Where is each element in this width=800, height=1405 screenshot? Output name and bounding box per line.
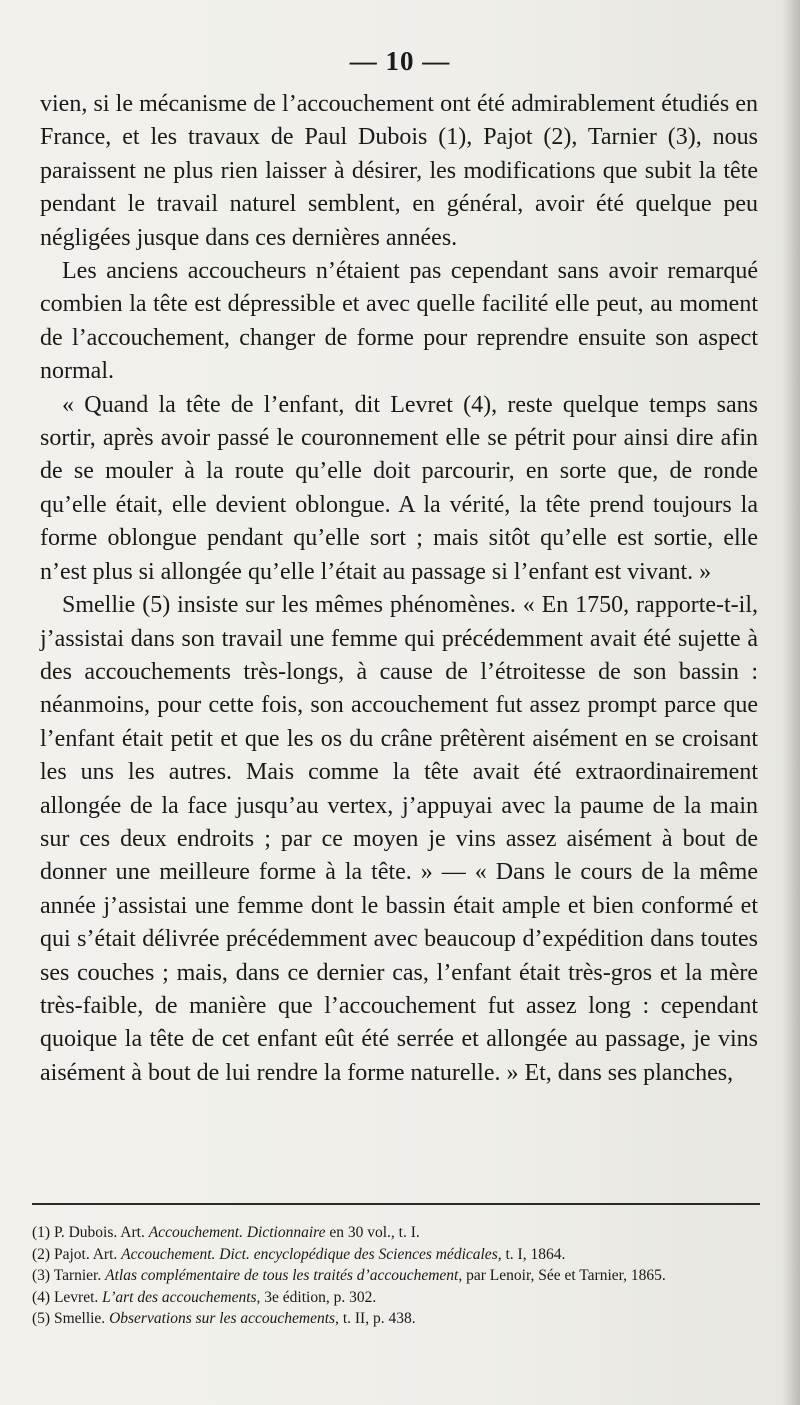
body-text [40, 88, 758, 1090]
footnote-rest: t. I, 1864. [505, 1245, 566, 1263]
page-edge-shadow [782, 0, 800, 1405]
footnote-separator [32, 1203, 760, 1205]
footnote-number: (5) [32, 1310, 51, 1327]
footnote-prefix: Art. [92, 1245, 118, 1263]
footnote-title: Observations sur les accouchements, [109, 1310, 339, 1327]
footnote-rest: par Lenoir, Sée et Tarnier, 1865. [466, 1267, 666, 1284]
footnote-title: L’art des accouchements, [102, 1288, 261, 1306]
footnote-author: Levret. [53, 1288, 99, 1306]
footnote-number: (2) [32, 1245, 51, 1263]
footnote-author: P. Dubois. [53, 1224, 118, 1241]
paragraph: vien, si le mécanisme de l’accouchement ont été admirablement étudiés en France, et les travaux de Paul Dubois (1), Pajot (2), Tarnier (3), nous paraissent ne plus rien laisser à désirer, les modifications que subit la tête pendant le travail naturel semblent, en général, avoir été quelque peu négligées jusque dans ces dernières années. [40, 91, 758, 251]
footnote-number: (1) [32, 1224, 51, 1241]
footnote-rest: en 30 vol., t. I. [329, 1224, 420, 1241]
paragraph: Smellie (5) insiste sur les mêmes phénomènes. « En 1750, rapporte-t-il, j’assistai dans son travail une femme qui précédemment avait été sujette à des accouchements très-longs, à cause de l’étroitesse de son bassin : néanmoins, pour cette fois, son accouchement fut assez prompt parce que l’enfant était petit et que les os du crâne prêtèrent aisément en se croisant les uns les autres. Mais comme la tête avait été extraordinairement allongée de la face jusqu’au vertex, j’appuyai avec la paume de la main sur ces deux endroits ; par ce moyen je vins assez aisément à bout de donner une meilleure forme à la tête. » — « Dans le cours de la même année j’assistai une femme dont le bassin était ample et bien conformé et qui s’était délivrée précédemment avec beaucoup d’expédition dans toutes ses couches ; mais, dans ce dernier cas, l’enfant était très-gros et la mère très-faible, de manière que l’accouchement fut assez long : cependant quoique la tête de cet enfant eût été serrée et allongée au passage, je vins aisément à bout de lui rendre la forme naturelle. » Et, dans ses planches, [40, 592, 758, 1086]
footnote-title: Accouchement. Dict. encyclopédique des Sciences médicales, [121, 1245, 502, 1263]
footnote-number: (3) [32, 1267, 51, 1284]
footnote-author: Smellie. [53, 1310, 106, 1327]
page-number: — 10 — [349, 46, 451, 76]
paragraph: Les anciens accoucheurs n’étaient pas cependant sans avoir remarqué combien la tête est dépressible et avec quelle facilité elle peut, au moment de l’accouchement, changer de forme pour reprendre ensuite son aspect normal. [40, 258, 758, 385]
footnote-2 [32, 1244, 760, 1266]
footnote-3 [32, 1265, 760, 1287]
footnotes [32, 1222, 760, 1330]
footnote-5 [32, 1308, 760, 1330]
footnote-number: (4) [32, 1288, 51, 1306]
footnote-1 [32, 1222, 760, 1244]
paragraph: « Quand la tête de l’enfant, dit Levret (4), reste quelque temps sans sortir, après avoir passé le couronnement elle se pétrit pour ainsi dire afin de se mouler à la route qu’elle doit parcourir, en sorte que, de ronde qu’elle était, elle devient oblongue. A la vérité, la tête prend toujours la forme oblongue pendant qu’elle sort ; mais sitôt qu’elle est sortie, elle n’est plus si allongée qu’elle l’était au passage si l’enfant est vivant. » [40, 391, 758, 585]
footnote-author: Pajot. [53, 1245, 90, 1263]
footnote-title: Atlas complémentaire de tous les traités d’accouchement, [105, 1267, 463, 1284]
footnote-title: Accouchement. Dictionnaire [148, 1224, 326, 1241]
footnote-4 [32, 1287, 760, 1309]
footnote-prefix: Art. [120, 1224, 145, 1241]
footnote-rest: t. II, p. 438. [342, 1310, 416, 1327]
footnote-rest: 3e édition, p. 302. [264, 1288, 377, 1306]
footnote-author: Tarnier. [53, 1267, 102, 1284]
